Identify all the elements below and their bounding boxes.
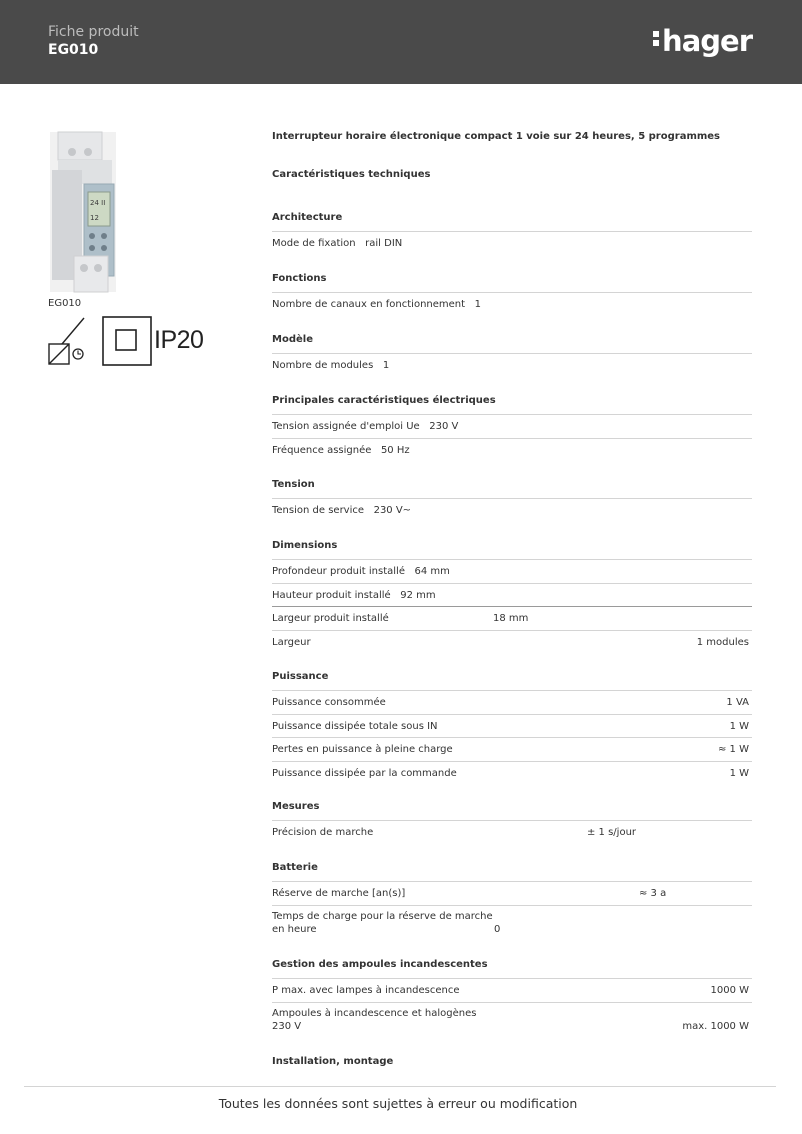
tech-specs-title: Caractéristiques techniques bbox=[272, 169, 431, 180]
spec-key-line2: en heure bbox=[272, 923, 317, 935]
spec-key: Pertes en puissance à pleine charge bbox=[272, 744, 453, 755]
section-fonctions bbox=[272, 271, 752, 317]
section-heading: Batterie bbox=[272, 860, 752, 882]
spec-row bbox=[272, 607, 752, 631]
spec-key: Précision de marche bbox=[272, 827, 374, 838]
section-electrical bbox=[272, 393, 752, 462]
spec-key-line2: 230 V bbox=[272, 1020, 302, 1032]
spec-value: max. 1000 W bbox=[682, 1020, 749, 1032]
svg-text:24 II: 24 II bbox=[90, 199, 106, 207]
spec-value: ± 1 s/jour bbox=[587, 827, 637, 838]
svg-text:12: 12 bbox=[90, 214, 99, 222]
document-header bbox=[0, 0, 802, 84]
spec-value: rail DIN bbox=[365, 238, 403, 249]
spec-row bbox=[272, 354, 752, 378]
section-modele bbox=[272, 332, 752, 378]
spec-key: Puissance consommée bbox=[272, 697, 386, 708]
spec-key: Nombre de modules bbox=[272, 360, 374, 371]
section-heading: Architecture bbox=[272, 210, 752, 232]
spec-value: 1 modules bbox=[696, 636, 749, 648]
spec-row bbox=[272, 906, 752, 942]
section-heading: Tension bbox=[272, 477, 752, 499]
section-heading: Installation, montage bbox=[272, 1056, 394, 1067]
spec-row bbox=[272, 882, 752, 906]
spec-value: 1 VA bbox=[726, 697, 749, 708]
spec-key: Tension assignée d'emploi Ue bbox=[272, 421, 420, 432]
spec-row bbox=[272, 293, 752, 317]
section-heading: Dimensions bbox=[272, 538, 752, 560]
spec-value: 0 bbox=[494, 923, 501, 935]
section-heading: Modèle bbox=[272, 332, 752, 354]
spec-row bbox=[272, 979, 752, 1003]
spec-value: 1000 W bbox=[710, 985, 749, 996]
spec-row bbox=[272, 1003, 752, 1039]
class-ii-insulation-icon bbox=[102, 316, 152, 366]
spec-key: Puissance dissipée totale sous IN bbox=[272, 720, 438, 732]
spec-value: 92 mm bbox=[400, 589, 436, 601]
spec-key: Fréquence assignée bbox=[272, 444, 372, 456]
section-heading: Mesures bbox=[272, 799, 752, 821]
spec-key: Mode de fixation bbox=[272, 238, 356, 249]
footer-disclaimer: Toutes les données sont sujettes à erreur ou modification bbox=[218, 1096, 578, 1111]
spec-value: 64 mm bbox=[414, 566, 450, 577]
spec-key: Temps de charge pour la réserve de marche bbox=[272, 910, 493, 922]
spec-row bbox=[272, 762, 752, 786]
section-ampoules bbox=[272, 957, 752, 1039]
spec-row bbox=[272, 691, 752, 715]
spec-value: ≈ 1 W bbox=[718, 744, 749, 755]
spec-value: 1 bbox=[382, 360, 390, 371]
spec-key: Largeur produit installé bbox=[272, 613, 389, 624]
doc-type-label: Fiche produit bbox=[48, 24, 139, 40]
ip-rating-label: IP20 bbox=[154, 326, 204, 354]
section-puissance bbox=[272, 669, 752, 785]
spec-row bbox=[272, 715, 752, 739]
spec-row bbox=[272, 415, 752, 439]
footer-divider bbox=[24, 1086, 776, 1087]
time-switch-symbol-icon bbox=[48, 316, 88, 368]
section-heading: Gestion des ampoules incandescentes bbox=[272, 957, 752, 979]
section-architecture bbox=[272, 210, 752, 256]
spec-value: 230 V bbox=[429, 421, 459, 432]
spec-row bbox=[272, 584, 752, 608]
section-batterie bbox=[272, 860, 752, 942]
spec-key: Réserve de marche [an(s)] bbox=[272, 888, 406, 899]
spec-row bbox=[272, 560, 752, 584]
spec-value: 1 W bbox=[729, 720, 749, 732]
section-heading: Principales caractéristiques électriques bbox=[272, 393, 752, 415]
spec-row bbox=[272, 631, 752, 655]
spec-key: Ampoules à incandescence et halogènes bbox=[272, 1007, 477, 1019]
spec-key: Hauteur produit installé bbox=[272, 589, 391, 601]
section-mesures bbox=[272, 799, 752, 845]
spec-row bbox=[272, 232, 752, 256]
spec-value: ≈ 3 a bbox=[639, 888, 667, 899]
spec-row bbox=[272, 821, 752, 845]
spec-key: Puissance dissipée par la commande bbox=[272, 767, 457, 779]
spec-row bbox=[272, 499, 752, 523]
section-heading: Fonctions bbox=[272, 271, 752, 293]
hager-logo bbox=[653, 24, 752, 58]
section-installation bbox=[272, 1054, 752, 1076]
section-heading: Puissance bbox=[272, 669, 752, 691]
product-photo bbox=[48, 130, 120, 295]
product-description: Interrupteur horaire électronique compact 1 voie sur 24 heures, 5 programmes bbox=[272, 131, 721, 142]
product-code: EG010 bbox=[48, 42, 99, 58]
image-caption: EG010 bbox=[48, 298, 82, 309]
spec-row bbox=[272, 439, 752, 463]
spec-key: Tension de service bbox=[272, 505, 365, 516]
logo-text: hager bbox=[662, 24, 752, 58]
logo-dots-icon bbox=[653, 28, 659, 49]
spec-value: 1 W bbox=[729, 767, 749, 779]
spec-key: Profondeur produit installé bbox=[272, 566, 405, 577]
spec-value: 1 bbox=[474, 299, 481, 310]
spec-key: Nombre de canaux en fonctionnement bbox=[272, 299, 466, 310]
spec-value: 50 Hz bbox=[380, 444, 410, 456]
spec-row bbox=[272, 738, 752, 762]
section-tension bbox=[272, 477, 752, 523]
spec-value: 230 V~ bbox=[373, 505, 412, 516]
spec-value: 18 mm bbox=[493, 613, 529, 624]
spec-key: P max. avec lampes à incandescence bbox=[272, 985, 460, 996]
section-dimensions bbox=[272, 538, 752, 654]
spec-key: Largeur bbox=[272, 636, 311, 648]
